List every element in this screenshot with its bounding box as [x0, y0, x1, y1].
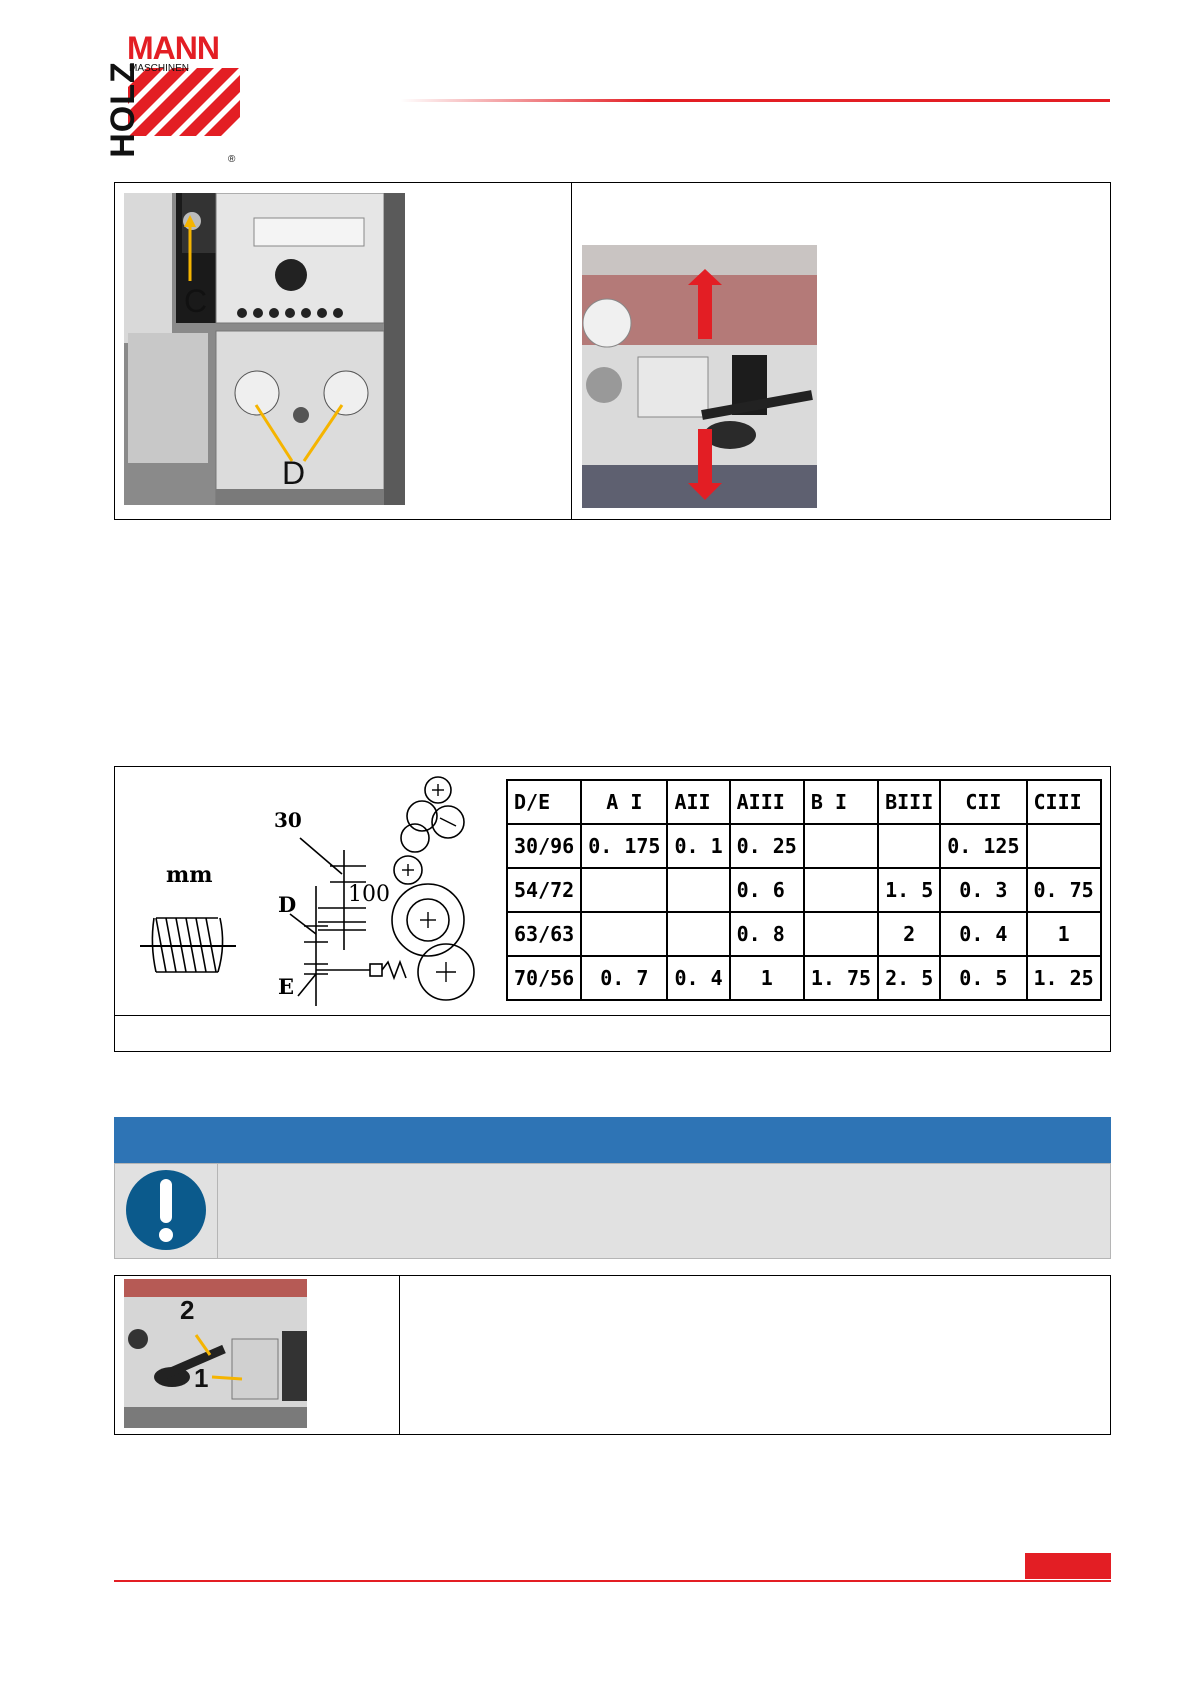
table-cell: 2. 5 — [878, 956, 940, 1000]
table-cell: 1 — [1027, 912, 1101, 956]
table-header-row — [507, 780, 1101, 824]
label-c: C — [184, 283, 208, 319]
feed-rate-table — [506, 779, 1102, 1001]
table-cell: 0. 5 — [940, 956, 1026, 1000]
table-cell: 70/56 — [507, 956, 581, 1000]
header-rule — [400, 99, 1110, 102]
table-header-cell: A I — [581, 780, 667, 824]
diagram-label-e: E — [278, 974, 295, 999]
note-body — [114, 1163, 1111, 1259]
table-cell: 0. 7 — [581, 956, 667, 1000]
table-cell — [804, 824, 878, 868]
feed-table-divider — [114, 1015, 1111, 1016]
diagram-label-30: 30 — [274, 808, 302, 832]
table-cell: 0. 125 — [940, 824, 1026, 868]
table-cell: 54/72 — [507, 868, 581, 912]
table-cell: 0. 4 — [940, 912, 1026, 956]
label-2: 2 — [180, 1295, 195, 1325]
table-cell — [667, 868, 729, 912]
table-cell: 0. 6 — [730, 868, 804, 912]
table-cell: 0. 75 — [1027, 868, 1101, 912]
table-cell: 63/63 — [507, 912, 581, 956]
table-cell: 0. 1 — [667, 824, 729, 868]
table-cell: 1. 75 — [804, 956, 878, 1000]
table-cell — [878, 824, 940, 868]
diagram-label-100: 100 — [348, 882, 390, 907]
note-icon-cell — [114, 1163, 218, 1259]
note-header-bar — [114, 1117, 1111, 1163]
label-1: 1 — [194, 1363, 209, 1393]
table-cell: 0. 4 — [667, 956, 729, 1000]
table-cell — [667, 912, 729, 956]
table-cell: 1. 25 — [1027, 956, 1101, 1000]
table-header-cell: B I — [804, 780, 878, 824]
bottom-row-divider — [399, 1275, 400, 1435]
table-cell — [804, 912, 878, 956]
table-cell: 0. 25 — [730, 824, 804, 868]
label-d: D — [282, 455, 306, 491]
logo-holz-text: HOLZ — [103, 61, 142, 158]
table-cell — [581, 868, 667, 912]
table-header-cell: BIII — [878, 780, 940, 824]
table-cell: 1 — [730, 956, 804, 1000]
table-cell: 1. 5 — [878, 868, 940, 912]
logo-maschinen-text: MASCHINEN — [129, 63, 190, 74]
table-header-cell: AII — [667, 780, 729, 824]
table-cell: 0. 175 — [581, 824, 667, 868]
logo-mann-text: MANN — [127, 30, 219, 66]
table-cell — [581, 912, 667, 956]
unit-label: mm — [166, 862, 213, 888]
table-cell: 30/96 — [507, 824, 581, 868]
table-cell — [1027, 824, 1101, 868]
table-cell: 0. 8 — [730, 912, 804, 956]
table-cell — [804, 868, 878, 912]
table-row — [507, 868, 1101, 912]
table-row — [507, 956, 1101, 1000]
table-header-cell: D/E — [507, 780, 581, 824]
footer-rule — [114, 1580, 1111, 1582]
table-header-cell: CIII — [1027, 780, 1101, 824]
top-row-divider — [571, 182, 572, 520]
table-cell: 2 — [878, 912, 940, 956]
table-cell: 0. 3 — [940, 868, 1026, 912]
gear-train-diagram — [270, 774, 480, 1010]
table-row — [507, 824, 1101, 868]
registered-mark: ® — [228, 154, 236, 165]
table-header-cell: AIII — [730, 780, 804, 824]
diagram-label-d: D — [278, 892, 297, 917]
thread-icon — [138, 910, 238, 980]
headstock-panel-photo — [124, 193, 405, 505]
carriage-lever-photo — [124, 1279, 307, 1428]
page-number-tab — [1025, 1553, 1111, 1579]
table-row — [507, 912, 1101, 956]
table-header-cell: CII — [940, 780, 1026, 824]
holzmann-logo — [103, 32, 243, 170]
apron-lever-photo — [582, 245, 817, 508]
